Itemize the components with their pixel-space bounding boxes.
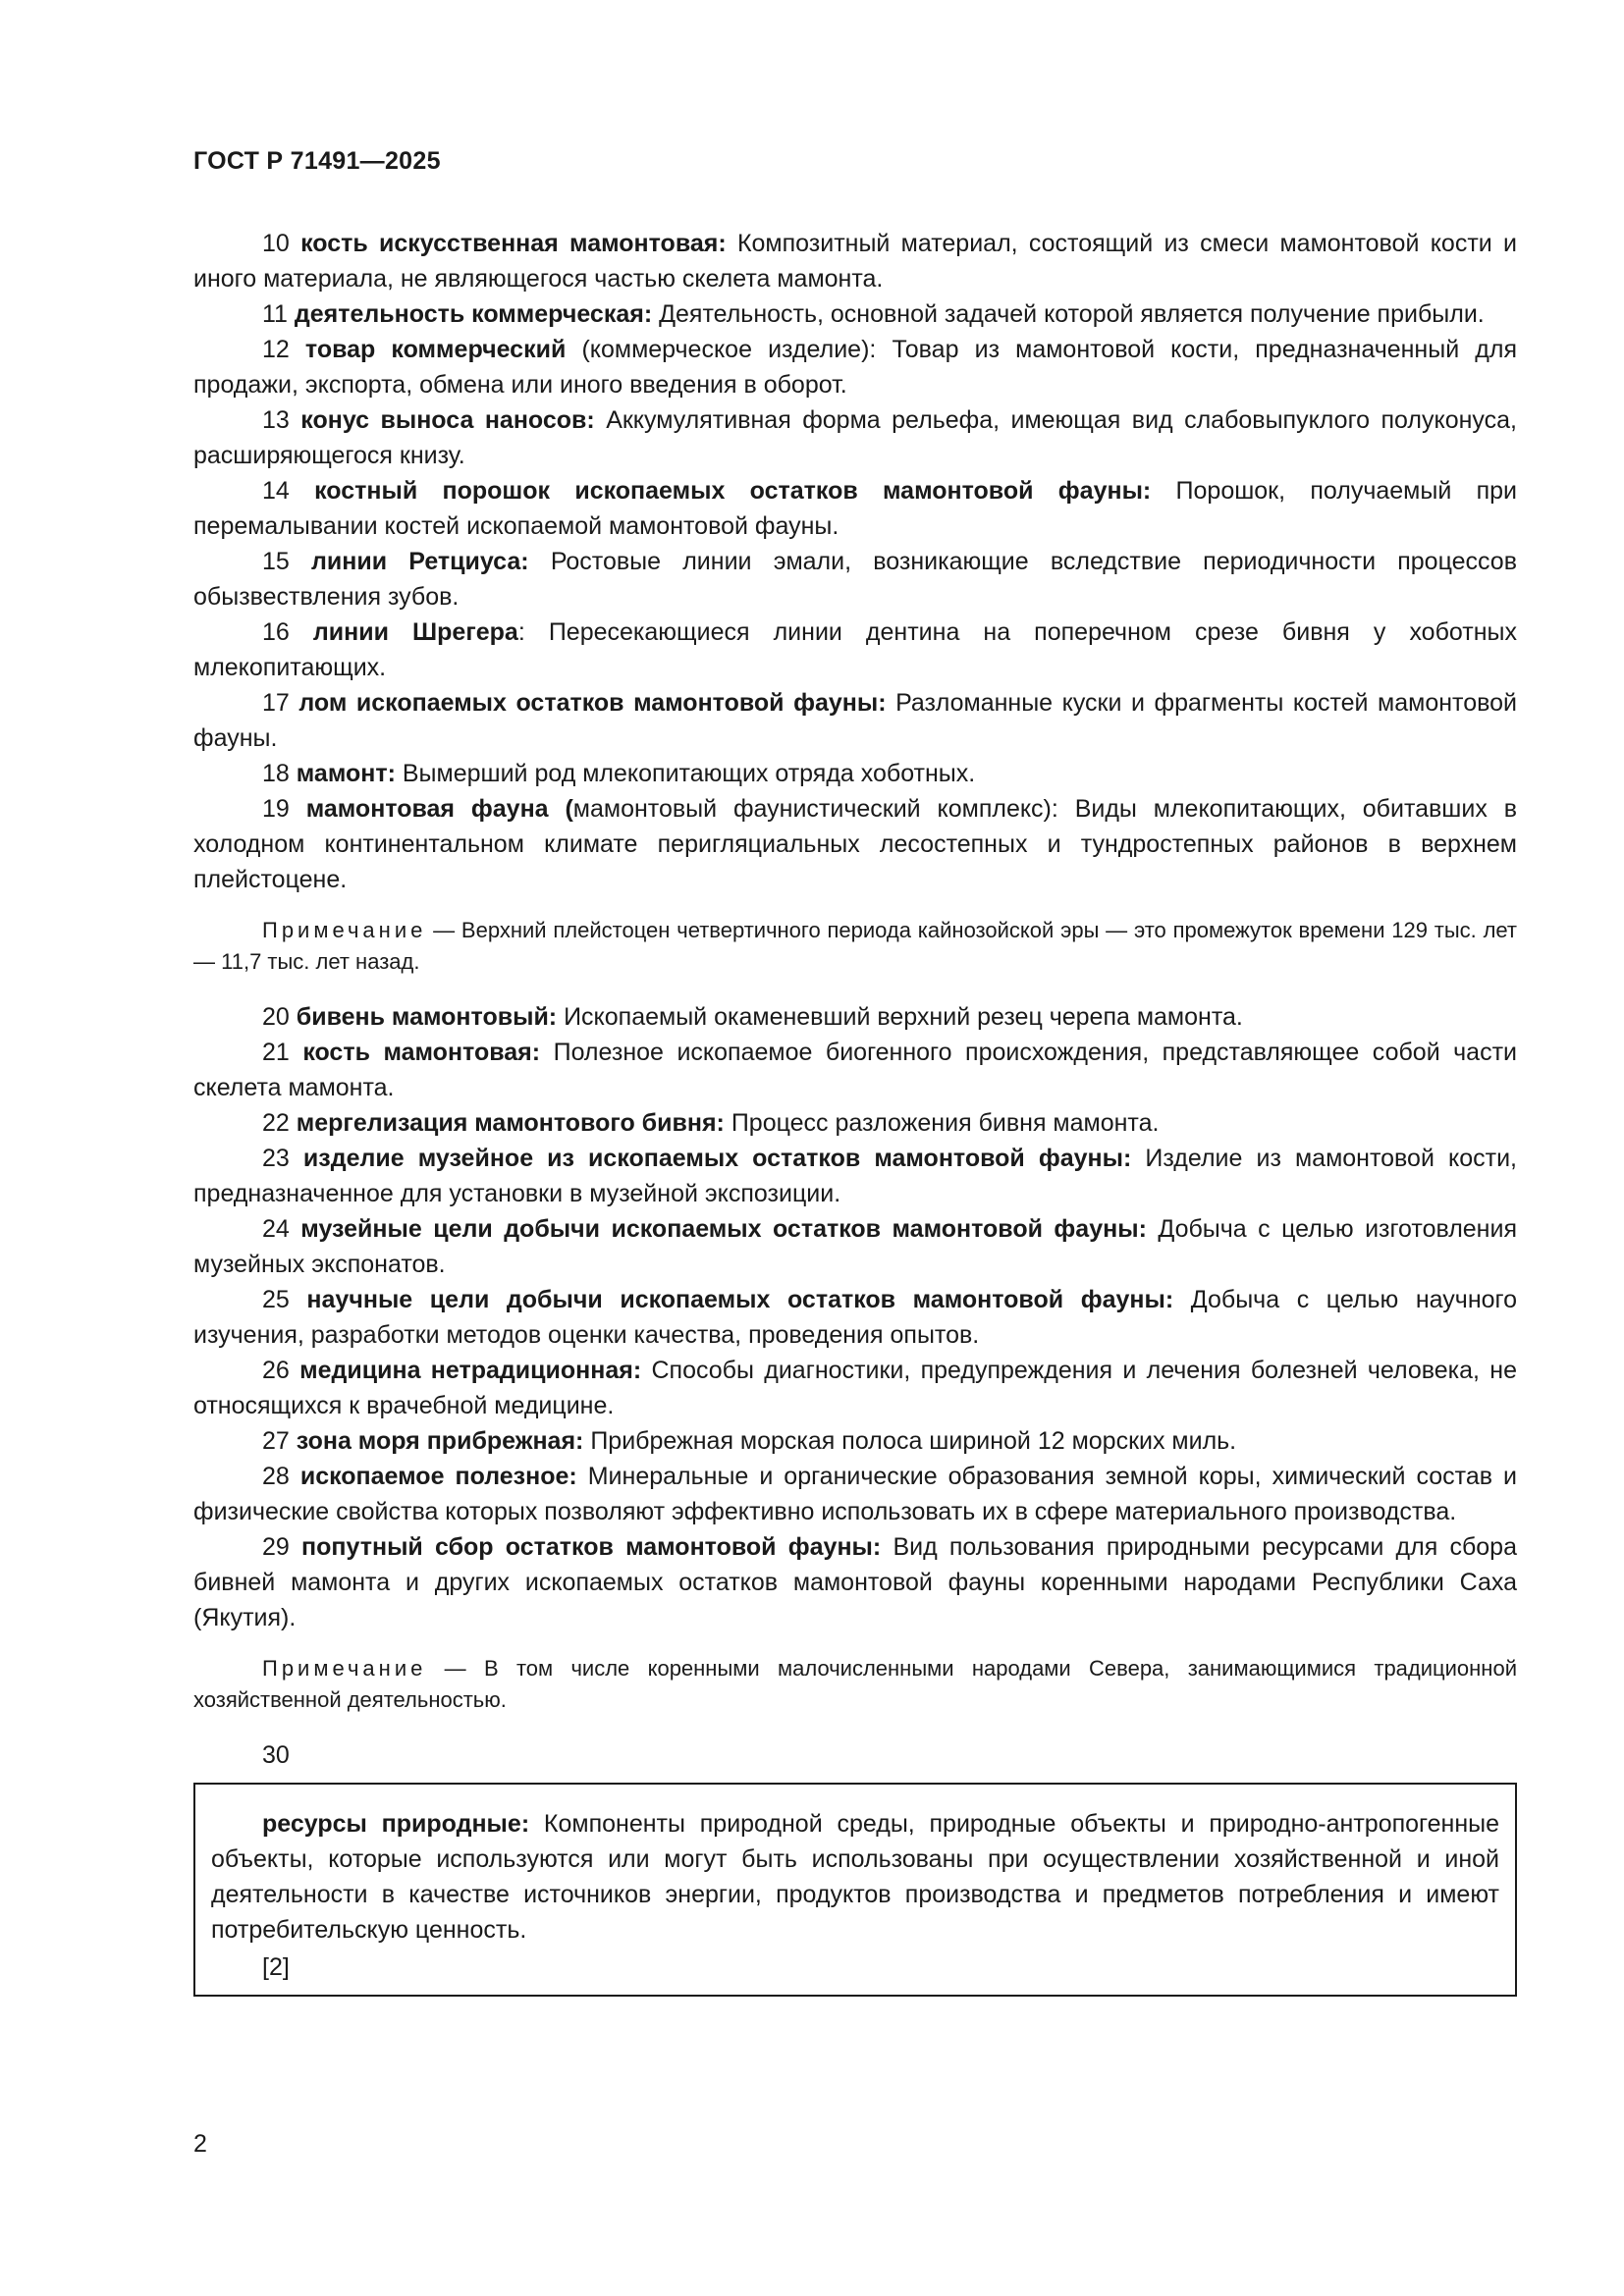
definition-entry [193, 791, 1517, 897]
entry-term: кость мамонтовая: [302, 1039, 541, 1066]
entry-number: 16 [262, 618, 290, 646]
entry-text: Композитный материал, состоящий из смеси мамонтовой кости и иного материала, не являющегося частью скелета мамонта. [193, 230, 1517, 293]
entry-number: 13 [262, 406, 290, 434]
entry-term: мамонтовая фауна ( [305, 795, 573, 823]
entry-number: 15 [262, 548, 290, 575]
entry-term: товар коммерческий [304, 336, 567, 363]
definition-entry [193, 1529, 1517, 1635]
definition-entry [193, 226, 1517, 296]
entry-number: 14 [262, 477, 290, 505]
entry-text: Прибрежная морская полоса шириной 12 морских миль. [583, 1427, 1237, 1455]
entry-text: Минеральные и органические образования земной коры, химический состав и физические свойства которых позволяют эффективно использовать их в сфере материального производства. [193, 1463, 1517, 1525]
entry-term: костный порошок ископаемых остатков мамонтовой фауны: [314, 477, 1152, 505]
note-2-text: — В том числе коренными малочисленными народами Севера, занимающимися традиционной хозяйственной деятельностью. [193, 1656, 1517, 1712]
entry-number: 23 [262, 1145, 290, 1172]
entry-term: научные цели добычи ископаемых остатков мамонтовой фауны: [306, 1286, 1174, 1313]
entry-text: Ископаемый окаменевший верхний резец черепа мамонта. [557, 1003, 1243, 1031]
entry-text: Способы диагностики, предупреждения и лечения болезней человека, не относящихся к врачебной медицине. [193, 1357, 1517, 1419]
entry-term: деятельность коммерческая: [294, 300, 653, 328]
entry-text: Процесс разложения бивня мамонта. [724, 1109, 1160, 1137]
definition-list-a [193, 226, 1517, 897]
entry-term: лом ископаемых остатков мамонтовой фауны: [298, 689, 887, 717]
definition-entry [193, 1282, 1517, 1353]
entry-text: Вымерший род млекопитающих отряда хоботных. [395, 760, 976, 787]
entry-number: 25 [262, 1286, 290, 1313]
entry-text: Ростовые линии эмали, возникающие вследствие периодичности процессов обызвествления зубов. [193, 548, 1517, 611]
entry-term: конус выноса наносов: [300, 406, 595, 434]
definition-entry [193, 614, 1517, 685]
entry-number: 29 [262, 1533, 290, 1561]
definition-entry [193, 1353, 1517, 1423]
definition-entry [193, 402, 1517, 473]
definition-entry [193, 1105, 1517, 1141]
definition-entry [193, 296, 1517, 332]
note-1-label: Примечание [262, 918, 427, 942]
entry-number: 12 [262, 336, 290, 363]
entry-30-term: ресурсы природные: [262, 1810, 530, 1838]
entry-term: попутный сбор остатков мамонтовой фауны: [301, 1533, 882, 1561]
definition-entry [193, 756, 1517, 791]
entry-30-definition [211, 1806, 1499, 1948]
entry-text: (коммерческое изделие): Товар из мамонтовой кости, предназначенный для продажи, экспорта, обмена или иного введения в оборот. [193, 336, 1517, 399]
entry-term: мергелизация мамонтового бивня: [296, 1109, 725, 1137]
entry-term: кость искусственная мамонтовая: [300, 230, 727, 257]
entry-term: бивень мамонтовый: [296, 1003, 558, 1031]
entry-number: 11 [262, 300, 288, 328]
definition-entry [193, 1211, 1517, 1282]
entry-term: изделие музейное из ископаемых остатков мамонтовой фауны: [302, 1145, 1132, 1172]
entry-term: зона моря прибрежная: [296, 1427, 584, 1455]
entry-number: 27 [262, 1427, 290, 1455]
entry-30-number: 30 [262, 1741, 290, 1769]
entry-30-reference: [2] [262, 1953, 290, 1981]
note-2 [193, 1653, 1517, 1716]
note-2-label: Примечание [262, 1656, 427, 1681]
entry-number: 19 [262, 795, 290, 823]
entry-term: ископаемое полезное: [299, 1463, 577, 1490]
entry-number: 10 [262, 230, 290, 257]
entry-number: 17 [262, 689, 290, 717]
entry-text: Порошок, получаемый при перемалывании костей ископаемой мамонтовой фауны. [193, 477, 1517, 540]
definition-entry [193, 544, 1517, 614]
entry-text: : Пересекающиеся линии дентина на поперечном срезе бивня у хоботных млекопитающих. [193, 618, 1517, 681]
entry-number: 28 [262, 1463, 290, 1490]
definition-entry [193, 685, 1517, 756]
entry-term: мамонт: [296, 760, 396, 787]
entry-number: 21 [262, 1039, 290, 1066]
note-1 [193, 915, 1517, 978]
entry-30-box [193, 1783, 1517, 1997]
entry-number: 24 [262, 1215, 290, 1243]
entry-text: Полезное ископаемое биогенного происхождения, представляющее собой части скелета мамонта. [193, 1039, 1517, 1101]
definition-entry [193, 473, 1517, 544]
page-number: 2 [193, 2130, 207, 2158]
document-header: ГОСТ Р 71491—2025 [193, 147, 441, 175]
entry-text: Аккумулятивная форма рельефа, имеющая вид слабовыпуклого полуконуса, расширяющегося книзу. [193, 406, 1517, 469]
entry-number: 22 [262, 1109, 290, 1137]
entry-term: музейные цели добычи ископаемых остатков мамонтовой фауны: [300, 1215, 1147, 1243]
definition-entry [193, 1035, 1517, 1105]
entry-text: Добыча с целью научного изучения, разработки методов оценки качества, проведения опытов. [193, 1286, 1518, 1349]
entry-text: мамонтовый фаунистический комплекс): Виды млекопитающих, обитавших в холодном континентальном климате перигляциальных лесостепных и тундростепных районов в верхнем плейстоцене. [193, 795, 1517, 893]
entry-term: линии Шрегера [312, 618, 518, 646]
definition-entry [193, 332, 1517, 402]
entry-number: 18 [262, 760, 290, 787]
definition-entry [193, 1459, 1517, 1529]
entry-text: Деятельность, основной задачей которой является получение прибыли. [652, 300, 1485, 328]
definition-entry [193, 1141, 1517, 1211]
document-body [193, 226, 1517, 1997]
entry-text: Добыча с целью изготовления музейных экспонатов. [193, 1215, 1517, 1278]
entry-number: 26 [262, 1357, 290, 1384]
definition-list-b [193, 999, 1517, 1635]
definition-entry [193, 1423, 1517, 1459]
entry-text: Вид пользования природными ресурсами для сбора бивней мамонта и других ископаемых остатков мамонтовой фауны коренными народами Республики Саха (Якутия). [193, 1533, 1517, 1631]
entry-term: линии Ретциуса: [311, 548, 529, 575]
entry-term: медицина нетрадиционная: [299, 1357, 642, 1384]
entry-text: Разломанные куски и фрагменты костей мамонтовой фауны. [193, 689, 1517, 752]
definition-entry [193, 999, 1517, 1035]
entry-text: Изделие из мамонтовой кости, предназначенное для установки в музейной экспозиции. [193, 1145, 1517, 1207]
entry-30-text: Компоненты природной среды, природные объекты и природно-антропогенные объекты, которые используются или могут быть использованы при осуществлении хозяйственной и иной деятельности в качестве источников энергии, продуктов производства и предметов потребления и имеют потребительскую ценность. [211, 1810, 1499, 1944]
entry-number: 20 [262, 1003, 290, 1031]
note-1-text: — Верхний плейстоцен четвертичного периода кайнозойской эры — это промежуток времени 129 тыс. лет — 11,7 тыс. лет назад. [193, 918, 1517, 974]
